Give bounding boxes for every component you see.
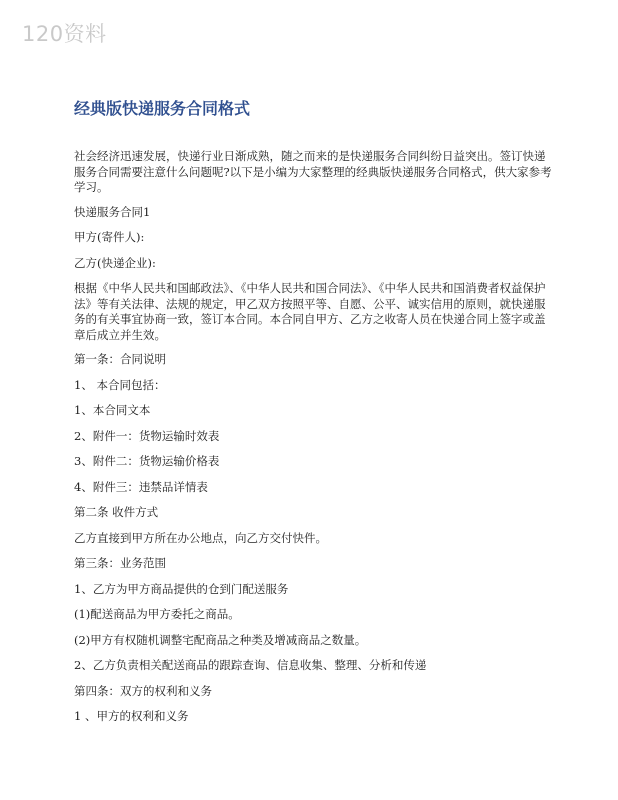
paragraph-article-4: 第四条：双方的权利和义务 (74, 683, 212, 698)
paragraph-item: 1 、甲方的权利和义务 (74, 709, 189, 723)
document-title: 经典版快递服务合同格式 (74, 99, 251, 118)
paragraph-item: 3、附件二：货物运输价格表 (74, 454, 220, 468)
paragraph-item: 4、附件三：违禁品详情表 (74, 479, 208, 494)
paragraph-legal-basis: 根据《中华人民共和国邮政法》、《中华人民共和国合同法》、《中华人民共和国消费者权益保护法》等有关法律、法规的规定，甲乙双方按照平等、自愿、公平、诚实信用的原则，就快递服务的有关事宜协商一致，签订本合同。本合同自甲方、乙方之收寄人员在快递合同上签字或盖章后成立并生效。 (74, 281, 546, 342)
watermark-logo: 120资料 (22, 22, 107, 46)
paragraph-intro: 社会经济迅速发展，快递行业日渐成熟，随之而来的是快递服务合同纠纷日益突出。签订快递服务合同需要注意什么问题呢?以下是小编为大家整理的经典版快递服务合同格式，供大家参考学习。 (74, 149, 552, 194)
paragraph-item: 2、附件一：货物运输时效表 (74, 428, 220, 443)
paragraph-item: 1、乙方为甲方商品提供的仓到门配送服务 (74, 581, 289, 596)
paragraph-contract-heading: 快递服务合同1 (74, 204, 151, 219)
paragraph-item: 2、乙方负责相关配送商品的跟踪查询、信息收集、整理、分析和传递 (74, 658, 427, 672)
paragraph-item: 1、 本合同包括： (74, 377, 166, 392)
paragraph-article-3: 第三条：业务范围 (74, 556, 166, 570)
paragraph-item: (1)配送商品为甲方委托之商品。 (74, 607, 240, 621)
paragraph-item: 1、本合同文本 (74, 403, 151, 417)
paragraph-article-2: 第二条 收件方式 (74, 505, 159, 519)
paragraph-party-b: 乙方(快递企业): (74, 255, 156, 270)
paragraph-item: 乙方直接到甲方所在办公地点，向乙方交付快件。 (74, 530, 327, 545)
paragraph-item: (2)甲方有权随机调整宅配商品之种类及增减商品之数量。 (74, 632, 367, 647)
document-body (74, 149, 554, 735)
paragraph-article-1: 第一条：合同说明 (74, 352, 166, 366)
paragraph-party-a: 甲方(寄件人): (74, 230, 145, 244)
